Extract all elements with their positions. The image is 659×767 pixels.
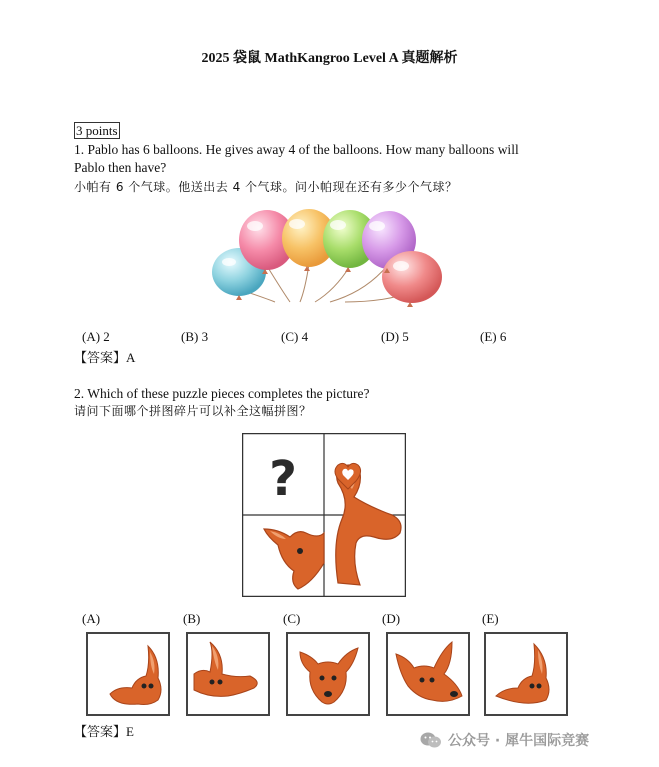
option-e-piece — [484, 632, 568, 716]
puzzle-picture — [242, 433, 406, 597]
question-1-line-1: 1. Pablo has 6 balloons. He gives away 4 of the balloons. How many balloons will — [74, 142, 519, 157]
option-a-piece — [86, 632, 170, 716]
page-title: 2025 袋鼠 MathKangroo Level A 真题解析 — [201, 51, 458, 66]
option-e-label: (E) — [482, 611, 499, 626]
question-2-text: 2. Which of these puzzle pieces completes the picture? — [74, 386, 370, 401]
option-b-piece — [186, 632, 270, 716]
question-mark: ? — [269, 451, 297, 507]
answer-1: 【答案】A — [74, 350, 136, 365]
kangaroo-head-icon — [486, 634, 566, 714]
balloons-illustration — [205, 202, 450, 314]
question-1-cn: 小帕有 6 个气球。他送出去 4 个气球。问小帕现在还有多少个气球？ — [74, 180, 458, 194]
answer-2: 【答案】E — [74, 724, 134, 739]
watermark — [420, 730, 589, 750]
balloon-red — [382, 251, 442, 303]
kangaroo-head-icon — [388, 634, 468, 714]
wechat-icon — [420, 731, 442, 749]
kangaroo-head-icon — [188, 634, 268, 714]
option-d-piece — [386, 632, 470, 716]
option-c-piece — [286, 632, 370, 716]
option-b-label: (B) — [183, 611, 201, 626]
kangaroo-picture — [242, 433, 406, 597]
choice-b: (B) 3 — [181, 329, 209, 344]
option-a-label: (A) — [82, 611, 101, 626]
option-c-label: (C) — [283, 611, 301, 626]
points-badge: 3 points — [76, 123, 118, 138]
choice-e: (E) 6 — [480, 329, 507, 344]
choice-c: (C) 4 — [281, 329, 309, 344]
choice-d: (D) 5 — [381, 329, 409, 344]
watermark-text: 公众号 · 犀牛国际竞赛 — [448, 733, 590, 749]
choice-a: (A) 2 — [82, 329, 110, 344]
question-2-cn: 请问下面哪个拼图碎片可以补全这幅拼图？ — [74, 404, 312, 418]
option-d-label: (D) — [382, 611, 401, 626]
kangaroo-head-icon — [88, 634, 168, 714]
question-1-text — [74, 141, 594, 177]
question-1-line-2: Pablo then have? — [74, 160, 167, 175]
kangaroo-head-icon — [288, 634, 368, 714]
